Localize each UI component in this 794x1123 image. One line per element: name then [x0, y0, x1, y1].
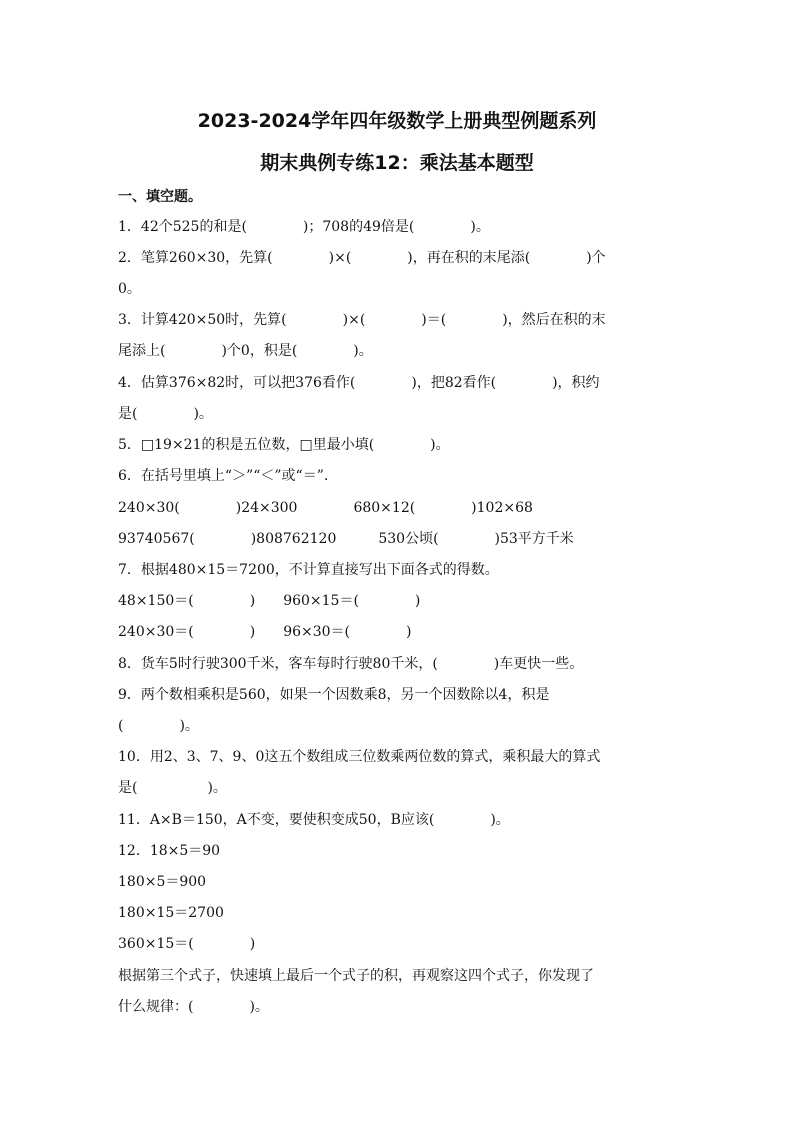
question-line: ( )。	[118, 718, 199, 734]
question-line: 12．18×5＝90	[118, 843, 221, 859]
question-line: 48×150＝( ) 960×15＝( )	[118, 593, 421, 609]
question-line: 6．在括号里填上“＞”“＜”或“＝”.	[118, 468, 329, 484]
question-line: 7．根据480×15＝7200，不计算直接写出下面各式的得数。	[118, 562, 499, 578]
question-line: 180×5＝900	[118, 874, 207, 890]
question-line: 4．估算376×82时，可以把376看作( )，把82看作( )，积约	[118, 375, 600, 391]
section-heading: 一、填空题。	[118, 189, 202, 205]
page-subtitle: 期末典例专练12：乘法基本题型	[260, 152, 534, 174]
question-line: 5．□19×21的积是五位数，□里最小填( )。	[118, 437, 450, 453]
question-line: 9．两个数相乘积是560，如果一个因数乘8，另一个因数除以4，积是	[118, 687, 550, 703]
question-line: 8．货车5时行驶300千米，客车每时行驶80千米，( )车更快一些。	[118, 656, 584, 672]
question-line: 尾添上( )个0，积是( )。	[118, 343, 373, 359]
question-line: 0。	[118, 281, 141, 297]
question-line: 是( )。	[118, 406, 213, 422]
question-line: 3．计算420×50时，先算( )×( )＝( )，然后在积的末	[118, 312, 606, 328]
page-title: 2023-2024学年四年级数学上册典型例题系列	[197, 110, 597, 132]
question-line: 11．A×B＝150，A不变，要使积变成50，B应该( )。	[118, 812, 510, 828]
question-line: 1．42个525的和是( )；708的49倍是( )。	[118, 219, 490, 235]
question-line: 240×30( )24×300 680×12( )102×68	[118, 500, 533, 516]
question-line: 360×15＝( )	[118, 936, 256, 952]
question-line: 2．笔算260×30，先算( )×( )，再在积的末尾添( )个	[118, 250, 606, 266]
question-line: 180×15＝2700	[118, 905, 224, 921]
question-line: 根据第三个式子，快速填上最后一个式子的积，再观察这四个式子，你发现了	[118, 968, 594, 984]
question-line: 10．用2、3、7、9、0这五个数组成三位数乘两位数的算式，乘积最大的算式	[118, 749, 601, 765]
question-line: 240×30＝( ) 96×30＝( )	[118, 624, 412, 640]
question-line: 是( )。	[118, 780, 227, 796]
question-line: 93740567( )808762120 530公顷( )53平方千米	[118, 531, 574, 547]
question-line: 什么规律：( )。	[118, 999, 269, 1015]
